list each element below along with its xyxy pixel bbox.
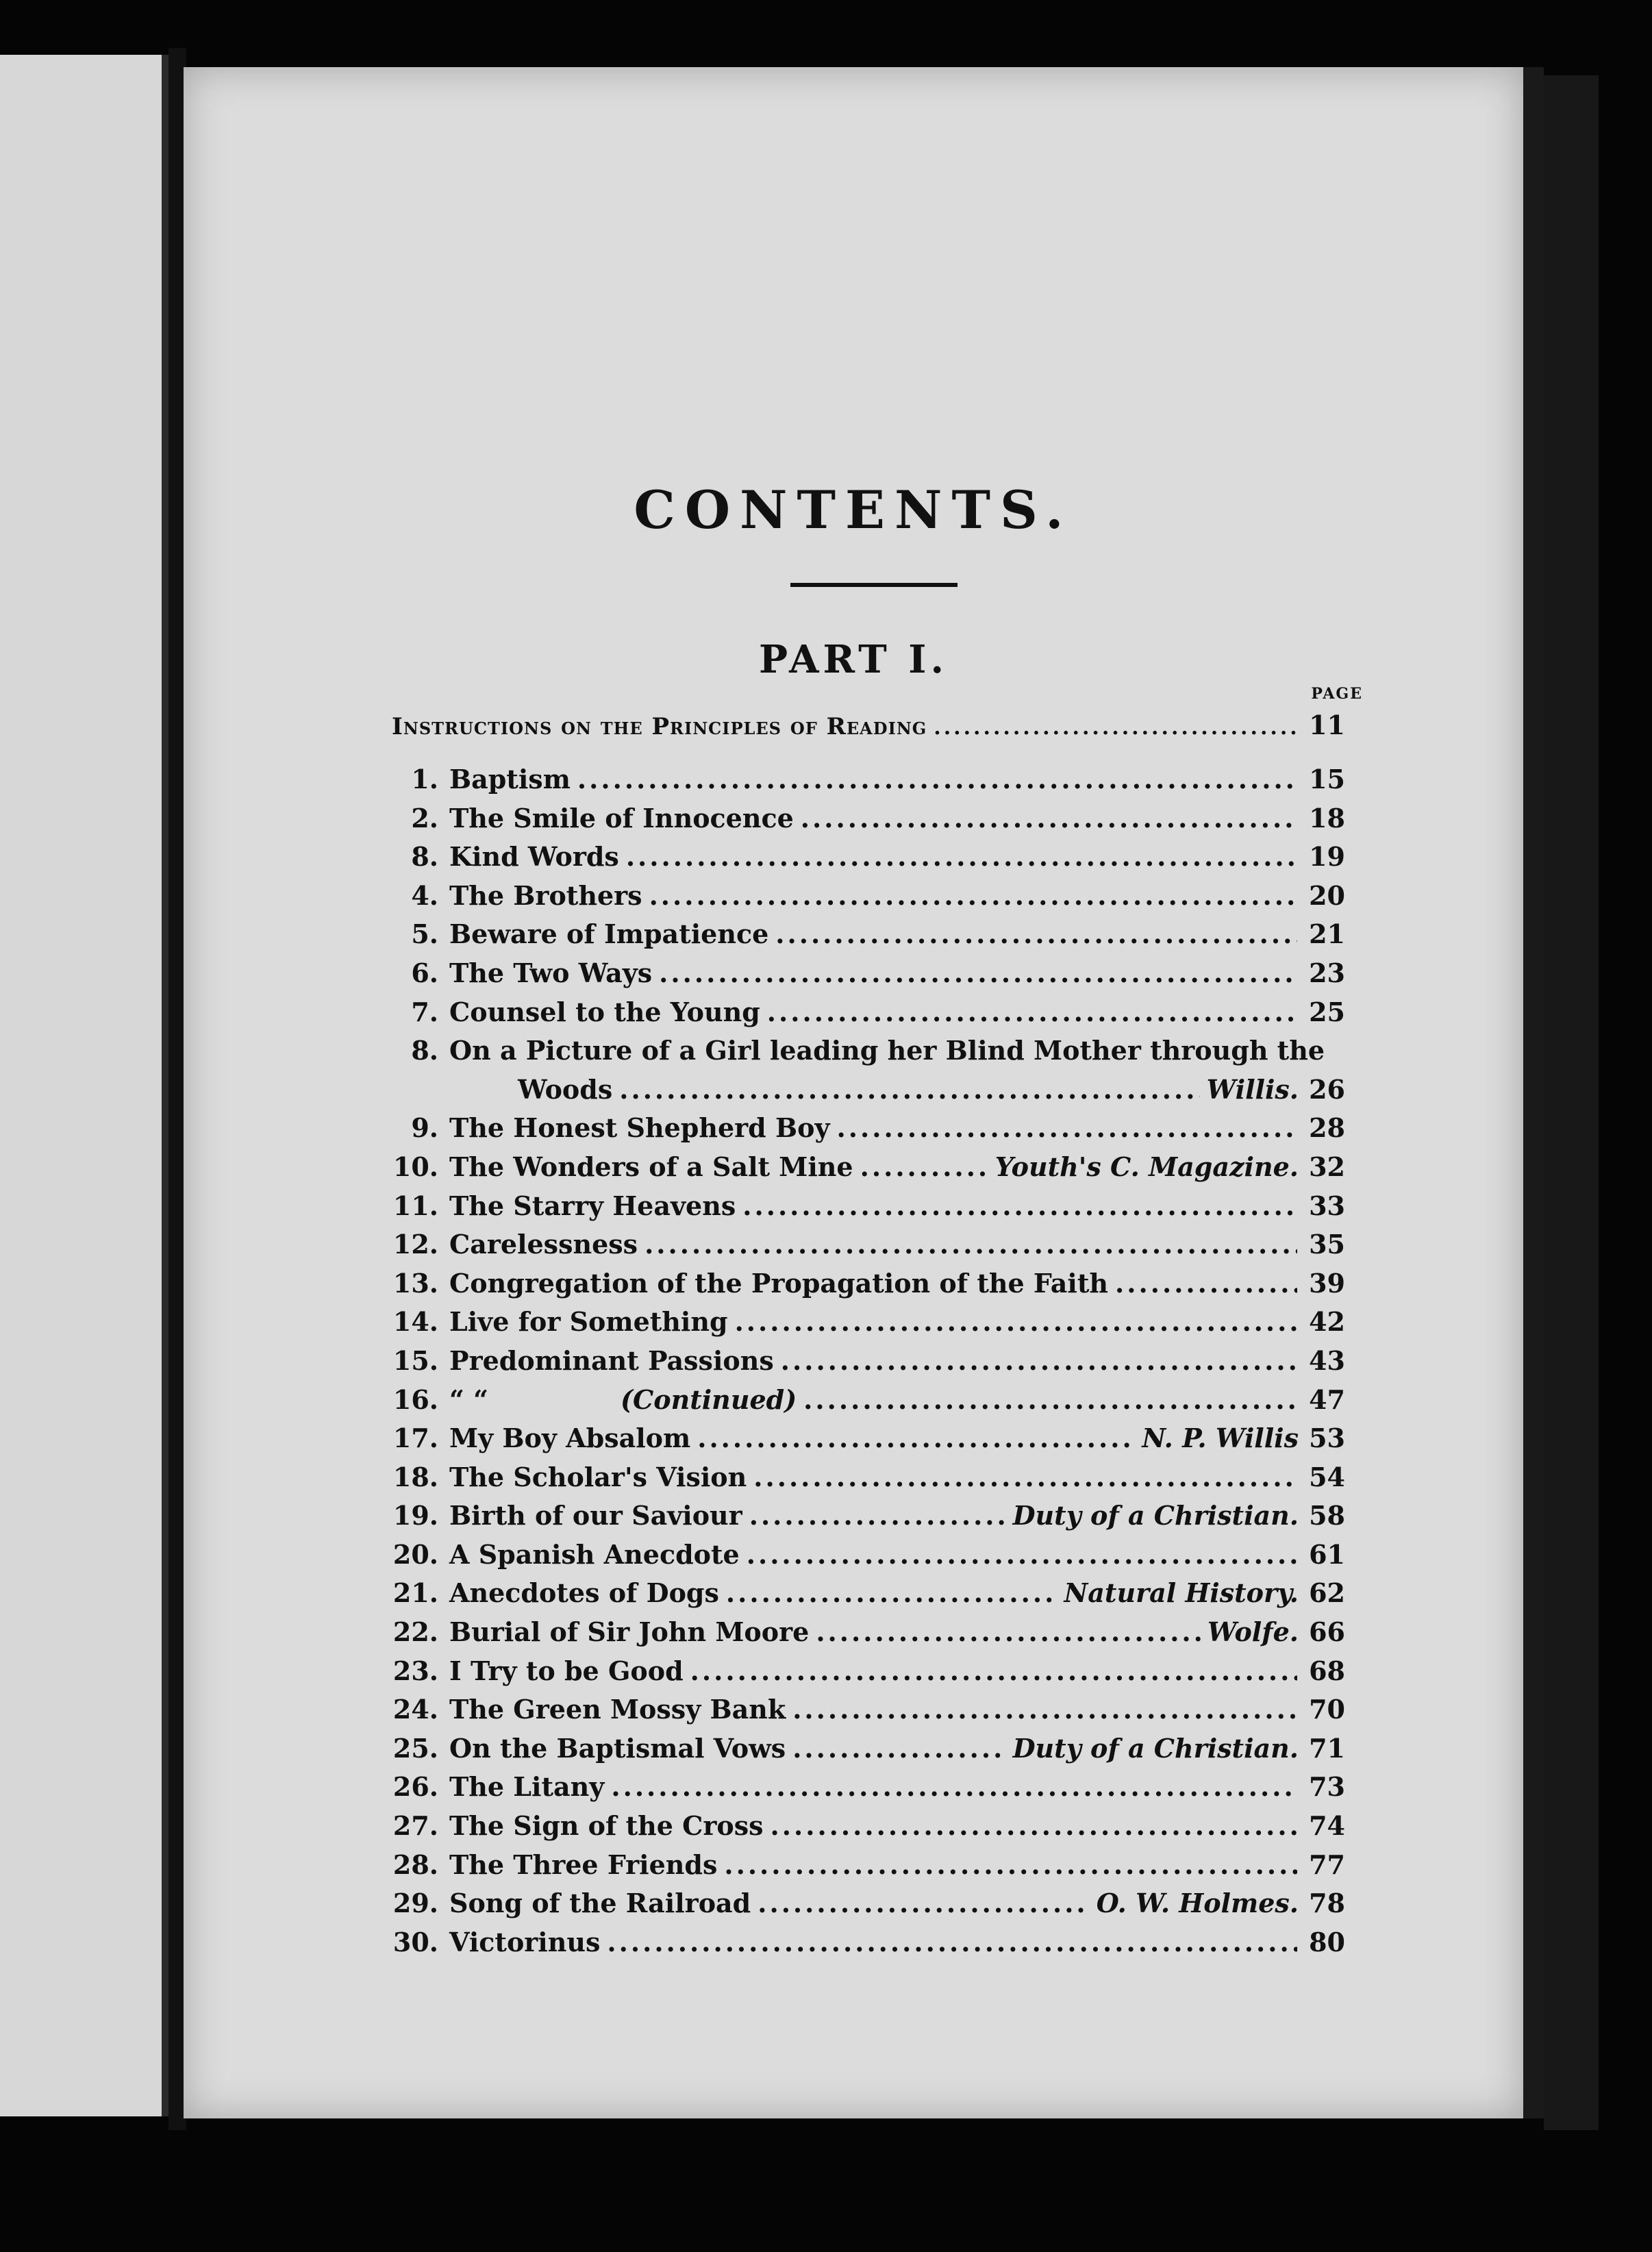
toc-entry bbox=[392, 1849, 1345, 1888]
entry-page: 26 bbox=[1309, 1073, 1345, 1105]
leader-dots bbox=[697, 1423, 1135, 1453]
entry-page: 62 bbox=[1309, 1577, 1345, 1609]
toc-entry bbox=[392, 764, 1345, 803]
intro-title: Instructions on the Principles of Reading bbox=[392, 713, 927, 740]
leader-dots bbox=[749, 1500, 1006, 1531]
entry-page: 78 bbox=[1309, 1888, 1345, 1919]
toc-entry bbox=[392, 1577, 1345, 1616]
entry-author: Duty of a Christian. bbox=[1012, 1500, 1299, 1531]
entry-title: Live for Something bbox=[449, 1306, 728, 1338]
leader-dots bbox=[626, 841, 1297, 872]
entry-title: I Try to be Good bbox=[449, 1655, 684, 1686]
toc-entry bbox=[392, 1423, 1345, 1462]
toc-entry bbox=[392, 1539, 1345, 1578]
entry-page: 28 bbox=[1309, 1112, 1345, 1144]
entry-page: 33 bbox=[1309, 1190, 1345, 1221]
entry-number: 27. bbox=[392, 1810, 438, 1842]
leader-dots bbox=[803, 1384, 1297, 1415]
leader-dots bbox=[726, 1577, 1057, 1608]
toc-entry bbox=[392, 1229, 1345, 1268]
entry-title: The Wonders of a Salt Mine bbox=[449, 1151, 853, 1182]
entry-number: 10. bbox=[392, 1151, 438, 1182]
toc-entry bbox=[392, 1810, 1345, 1849]
entry-page: 54 bbox=[1309, 1461, 1345, 1492]
entry-title: On the Baptismal Vows bbox=[449, 1732, 786, 1764]
book-cover-edge bbox=[1544, 75, 1599, 2130]
entry-number: 22. bbox=[392, 1616, 438, 1648]
entry-page: 61 bbox=[1309, 1538, 1345, 1570]
entry-title: The Starry Heavens bbox=[449, 1190, 736, 1221]
entry-number: 30. bbox=[392, 1926, 438, 1957]
entry-page: 70 bbox=[1309, 1694, 1345, 1725]
entry-number: 2. bbox=[411, 802, 438, 834]
entry-number: 19. bbox=[392, 1500, 438, 1531]
entry-number: 7. bbox=[411, 996, 438, 1027]
entry-page: 35 bbox=[1309, 1229, 1345, 1260]
leader-dots bbox=[659, 958, 1297, 988]
toc-entry bbox=[392, 1500, 1345, 1539]
entry-title: Beware of Impatience bbox=[449, 918, 769, 950]
entry-author: Youth's C. Magazine. bbox=[994, 1151, 1299, 1182]
entry-title: The Two Ways bbox=[449, 957, 653, 988]
leader-dots bbox=[742, 1190, 1297, 1221]
toc-entry bbox=[392, 1190, 1345, 1229]
entry-title: The Scholar's Vision bbox=[449, 1461, 747, 1492]
entry-title-continued: Woods bbox=[518, 1073, 613, 1105]
toc-entry bbox=[392, 1927, 1345, 1966]
entry-page: 15 bbox=[1309, 764, 1345, 795]
entry-page: 71 bbox=[1309, 1732, 1345, 1764]
toc-entry-continued bbox=[392, 1074, 1345, 1113]
entry-title: Burial of Sir John Moore bbox=[449, 1616, 810, 1648]
entry-number: 25. bbox=[392, 1732, 438, 1764]
entry-number: 17. bbox=[392, 1423, 438, 1454]
toc-entry bbox=[392, 1888, 1345, 1927]
entry-number: 5. bbox=[411, 918, 438, 950]
entry-page: 73 bbox=[1309, 1771, 1345, 1803]
toc-entry bbox=[392, 1694, 1345, 1733]
entry-page: 47 bbox=[1309, 1384, 1345, 1415]
entry-number: 9. bbox=[411, 1112, 438, 1144]
entry-page: 77 bbox=[1309, 1849, 1345, 1880]
entry-page: 32 bbox=[1309, 1151, 1345, 1182]
entry-page: 43 bbox=[1309, 1344, 1345, 1376]
entry-author: Willis. bbox=[1206, 1073, 1299, 1105]
leader-dots bbox=[767, 997, 1297, 1027]
intro-page: 11 bbox=[1309, 710, 1345, 740]
entry-title: My Boy Absalom bbox=[449, 1423, 691, 1454]
part-heading: PART I. bbox=[759, 637, 948, 682]
toc-entry bbox=[392, 1268, 1345, 1307]
leader-dots bbox=[607, 1927, 1297, 1957]
leader-dots bbox=[792, 1694, 1297, 1725]
ditto-marks: “ “ bbox=[449, 1384, 488, 1415]
toc-entry bbox=[392, 1384, 1345, 1423]
entry-title: The Smile of Innocence bbox=[449, 802, 794, 834]
title-rule bbox=[790, 583, 958, 587]
entry-page: 23 bbox=[1309, 957, 1345, 988]
toc-entry bbox=[392, 1733, 1345, 1772]
leader-dots bbox=[611, 1771, 1297, 1802]
entry-number: 15. bbox=[392, 1344, 438, 1376]
entry-number: 20. bbox=[392, 1538, 438, 1570]
entry-page: 80 bbox=[1309, 1926, 1345, 1957]
entry-author: O. W. Holmes. bbox=[1096, 1888, 1299, 1919]
toc-entry bbox=[392, 1616, 1345, 1655]
entry-page: 74 bbox=[1309, 1810, 1345, 1842]
left-page-edge bbox=[0, 55, 168, 2116]
entry-number: 14. bbox=[392, 1306, 438, 1338]
leader-dots bbox=[801, 803, 1297, 834]
toc-entry bbox=[392, 841, 1345, 880]
leader-dots bbox=[747, 1539, 1297, 1570]
entry-title: The Three Friends bbox=[449, 1849, 718, 1880]
entry-title: Counsel to the Young bbox=[449, 996, 760, 1027]
leader-dots bbox=[816, 1616, 1201, 1647]
entry-number: 24. bbox=[392, 1694, 438, 1725]
toc-entry bbox=[392, 1771, 1345, 1810]
entry-page: 53 bbox=[1309, 1423, 1345, 1454]
leader-dots bbox=[644, 1229, 1297, 1260]
entry-title: Congregation of the Propagation of the Faith bbox=[449, 1267, 1109, 1299]
entry-title: Kind Words bbox=[449, 841, 619, 873]
entry-number: 6. bbox=[411, 957, 438, 988]
entry-page: 21 bbox=[1309, 918, 1345, 950]
entry-title: Anecdotes of Dogs bbox=[449, 1577, 719, 1609]
entry-page: 20 bbox=[1309, 879, 1345, 911]
entry-page: 68 bbox=[1309, 1655, 1345, 1686]
entry-title: Song of the Railroad bbox=[449, 1888, 751, 1919]
toc-entry bbox=[392, 1035, 1345, 1074]
leader-dots bbox=[792, 1733, 1005, 1764]
entry-number: 29. bbox=[392, 1888, 438, 1919]
toc-entry bbox=[392, 1151, 1345, 1190]
leader-dots bbox=[619, 1074, 1199, 1105]
toc-entry bbox=[392, 803, 1345, 842]
leader-dots bbox=[837, 1112, 1297, 1143]
entry-page: 58 bbox=[1309, 1500, 1345, 1531]
entry-title: The Sign of the Cross bbox=[449, 1810, 764, 1842]
leader-dots bbox=[577, 764, 1297, 795]
entry-author: Wolfe. bbox=[1207, 1616, 1299, 1648]
page-title: CONTENTS. bbox=[634, 479, 1073, 540]
toc-entry bbox=[392, 1462, 1345, 1501]
leader-dots bbox=[934, 716, 1297, 740]
entry-page: 18 bbox=[1309, 802, 1345, 834]
entry-title: On a Picture of a Girl leading her Blind Mother through the bbox=[449, 1035, 1325, 1066]
entry-number: 21. bbox=[392, 1577, 438, 1609]
toc-entry bbox=[392, 1306, 1345, 1345]
toc-entry bbox=[392, 958, 1345, 997]
entry-number: 11. bbox=[392, 1190, 438, 1221]
entry-page: 25 bbox=[1309, 996, 1345, 1027]
toc-entry bbox=[392, 1345, 1345, 1384]
leader-dots bbox=[735, 1306, 1297, 1337]
entry-title: Victorinus bbox=[449, 1926, 601, 1957]
entry-page: 66 bbox=[1309, 1616, 1345, 1648]
entry-number: 18. bbox=[392, 1461, 438, 1492]
leader-dots bbox=[649, 880, 1297, 911]
entry-title: The Litany bbox=[449, 1771, 605, 1803]
entry-number: 26. bbox=[392, 1771, 438, 1803]
entry-author: N. P. Willis bbox=[1142, 1423, 1299, 1454]
leader-dots bbox=[860, 1151, 988, 1182]
leader-dots bbox=[758, 1888, 1090, 1918]
leader-dots bbox=[775, 918, 1297, 949]
entry-page: 19 bbox=[1309, 841, 1345, 873]
toc-entry bbox=[392, 1655, 1345, 1694]
entry-title: Birth of our Saviour bbox=[449, 1500, 742, 1531]
leader-dots bbox=[1115, 1268, 1297, 1299]
entry-number: 8. bbox=[411, 841, 438, 873]
entry-number: 13. bbox=[392, 1267, 438, 1299]
entry-title: Baptism bbox=[449, 764, 571, 795]
entry-author: Duty of a Christian. bbox=[1012, 1732, 1299, 1764]
entry-number: 23. bbox=[392, 1655, 438, 1686]
entry-title: A Spanish Anecdote bbox=[449, 1538, 740, 1570]
toc-entry bbox=[392, 1112, 1345, 1151]
entry-title: The Honest Shepherd Boy bbox=[449, 1112, 830, 1144]
toc-entry bbox=[392, 880, 1345, 919]
entry-number: 28. bbox=[392, 1849, 438, 1880]
entry-title: Carelessness bbox=[449, 1229, 638, 1260]
leader-dots bbox=[781, 1345, 1297, 1376]
intro-entry bbox=[392, 710, 1345, 748]
toc-entry bbox=[392, 997, 1345, 1036]
entry-number: 12. bbox=[392, 1229, 438, 1260]
entry-title: The Green Mossy Bank bbox=[449, 1694, 786, 1725]
leader-dots bbox=[724, 1849, 1297, 1880]
entry-author: Natural History. bbox=[1064, 1577, 1299, 1609]
entry-number: 1. bbox=[411, 764, 438, 795]
entry-number: 4. bbox=[411, 879, 438, 911]
entry-page: 39 bbox=[1309, 1267, 1345, 1299]
entry-title: Predominant Passions bbox=[449, 1344, 774, 1376]
entry-number: 8. bbox=[411, 1035, 438, 1066]
leader-dots bbox=[753, 1462, 1297, 1492]
entry-title: (Continued) bbox=[621, 1384, 797, 1415]
leader-dots bbox=[690, 1655, 1297, 1686]
entry-number: 16. bbox=[392, 1384, 438, 1415]
entry-page: 42 bbox=[1309, 1306, 1345, 1338]
toc-list bbox=[392, 764, 1345, 1965]
toc-entry bbox=[392, 918, 1345, 958]
leader-dots bbox=[771, 1810, 1297, 1841]
page-column-header: PAGE bbox=[1311, 685, 1363, 703]
entry-title: The Brothers bbox=[449, 879, 642, 911]
